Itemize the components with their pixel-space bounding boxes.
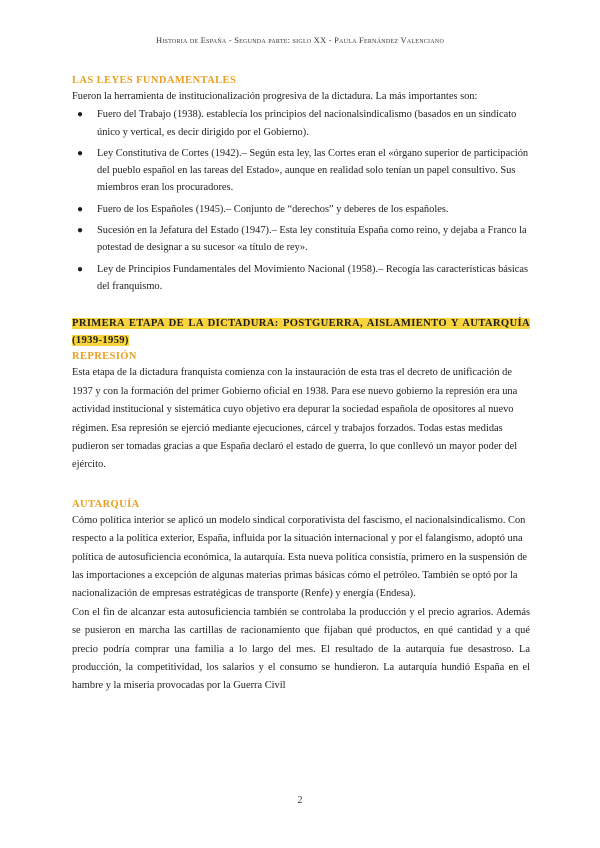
chapter-title bbox=[72, 316, 530, 349]
autarquia-paragraph-1: Cómo política interior se aplicó un modelo sindical corporativista del fascismo, el nacionalsindicalismo. Con respecto a la política exterior, España, influida por la situación internacional y por el falangismo, adoptó una política de autosuficiencia económica, la autarquía. Esta nueva política consistía, primero en la suspensión de las importaciones a excepción de algunas materias primas básicas cómo el petróleo. También se optó por la nacionalización de empresas estratégicas de transporte (Renfe) y energía (Endesa). bbox=[72, 514, 528, 600]
bullet-icon: ● bbox=[77, 263, 84, 275]
section-heading-represion: REPRESIÓN bbox=[72, 351, 137, 363]
section-heading-leyes: LAS LEYES FUNDAMENTALES bbox=[72, 75, 237, 86]
leyes-list bbox=[72, 106, 530, 295]
section-heading-autarquia: AUTARQUÍA bbox=[72, 498, 140, 510]
running-header: Historia de España - Segunda parte: siglo XX - Paula Fernández Valenciano bbox=[155, 36, 445, 45]
list-item bbox=[72, 261, 530, 295]
list-item bbox=[72, 201, 530, 218]
bullet-icon: ● bbox=[77, 203, 84, 215]
list-item-text: Fuero de los Españoles (1945).– Conjunto de “derechos” y deberes de los españoles. bbox=[97, 203, 449, 215]
list-item-text: Ley Constitutiva de Cortes (1942).– Según esta ley, las Cortes eran el «órgano superior de participación del pueblo español en las tareas del Estado», aunque en realidad solo tenían un papel consultivo. Sus miembros eran los procuradores. bbox=[97, 148, 529, 194]
bullet-icon: ● bbox=[77, 225, 84, 237]
list-item-text: Sucesión en la Jefatura del Estado (1947).– Esta ley constituía España como reino, y dejaba a Franco la potestad de designar a su sucesor «a título de rey». bbox=[97, 225, 527, 254]
leyes-intro: Fueron la herramienta de institucionalización progresiva de la dictadura. La más importantes son: bbox=[72, 91, 478, 102]
list-item bbox=[72, 106, 530, 140]
list-item bbox=[72, 222, 530, 256]
list-item-text: Ley de Principios Fundamentales del Movimiento Nacional (1958).– Recogía las características básicas del franquismo. bbox=[97, 263, 529, 292]
list-item bbox=[72, 145, 530, 197]
list-item-text: Fuero del Trabajo (1938). establecía los principios del nacionalsindicalismo (basados en un sindicato único y vertical, es decir dirigido por el Gobierno). bbox=[97, 109, 517, 138]
bullet-icon: ● bbox=[77, 109, 84, 121]
autarquia-paragraph-2: Con el fin de alcanzar esta autosuficiencia también se controlaba la producción y el precio agrarios. Además se pusieron en marcha las cartillas de racionamiento que fijaban qué productos, en qué cantidad y a qué precio podría comprar una familia a lo largo del mes. El resultado de la autarquía fue desastroso. La producción, la competitividad, los salarios y el consumo se hundieron. La autarquía hundió España en el hambre y la miseria provocadas por la Guerra Civil bbox=[72, 606, 530, 692]
chapter-title-text: PRIMERA ETAPA DE LA DICTADURA: POSTGUERRA, AISLAMIENTO Y AUTARQUÍA (1939-1959) bbox=[72, 318, 530, 346]
bullet-icon: ● bbox=[77, 148, 84, 159]
represion-paragraph: Esta etapa de la dictadura franquista comienza con la instauración de esta tras el decreto de unificación de 1937 y con la formación del primer Gobierno oficial en 1938. Para ese nuevo gobierno la represión era una actividad institucional y sistemática cuyo objetivo era depurar la sociedad española de opositores al nuevo régimen. Esa represión se ejerció mediante ejecuciones, cárcel y trabajos forzados. Todas estas medidas pudieron ser tomadas gracias a que España declaró el estado de guerra, lo que conllevó un mayor poder del ejército. bbox=[72, 367, 518, 471]
page-number: 2 bbox=[297, 795, 303, 806]
page-content bbox=[72, 70, 530, 696]
